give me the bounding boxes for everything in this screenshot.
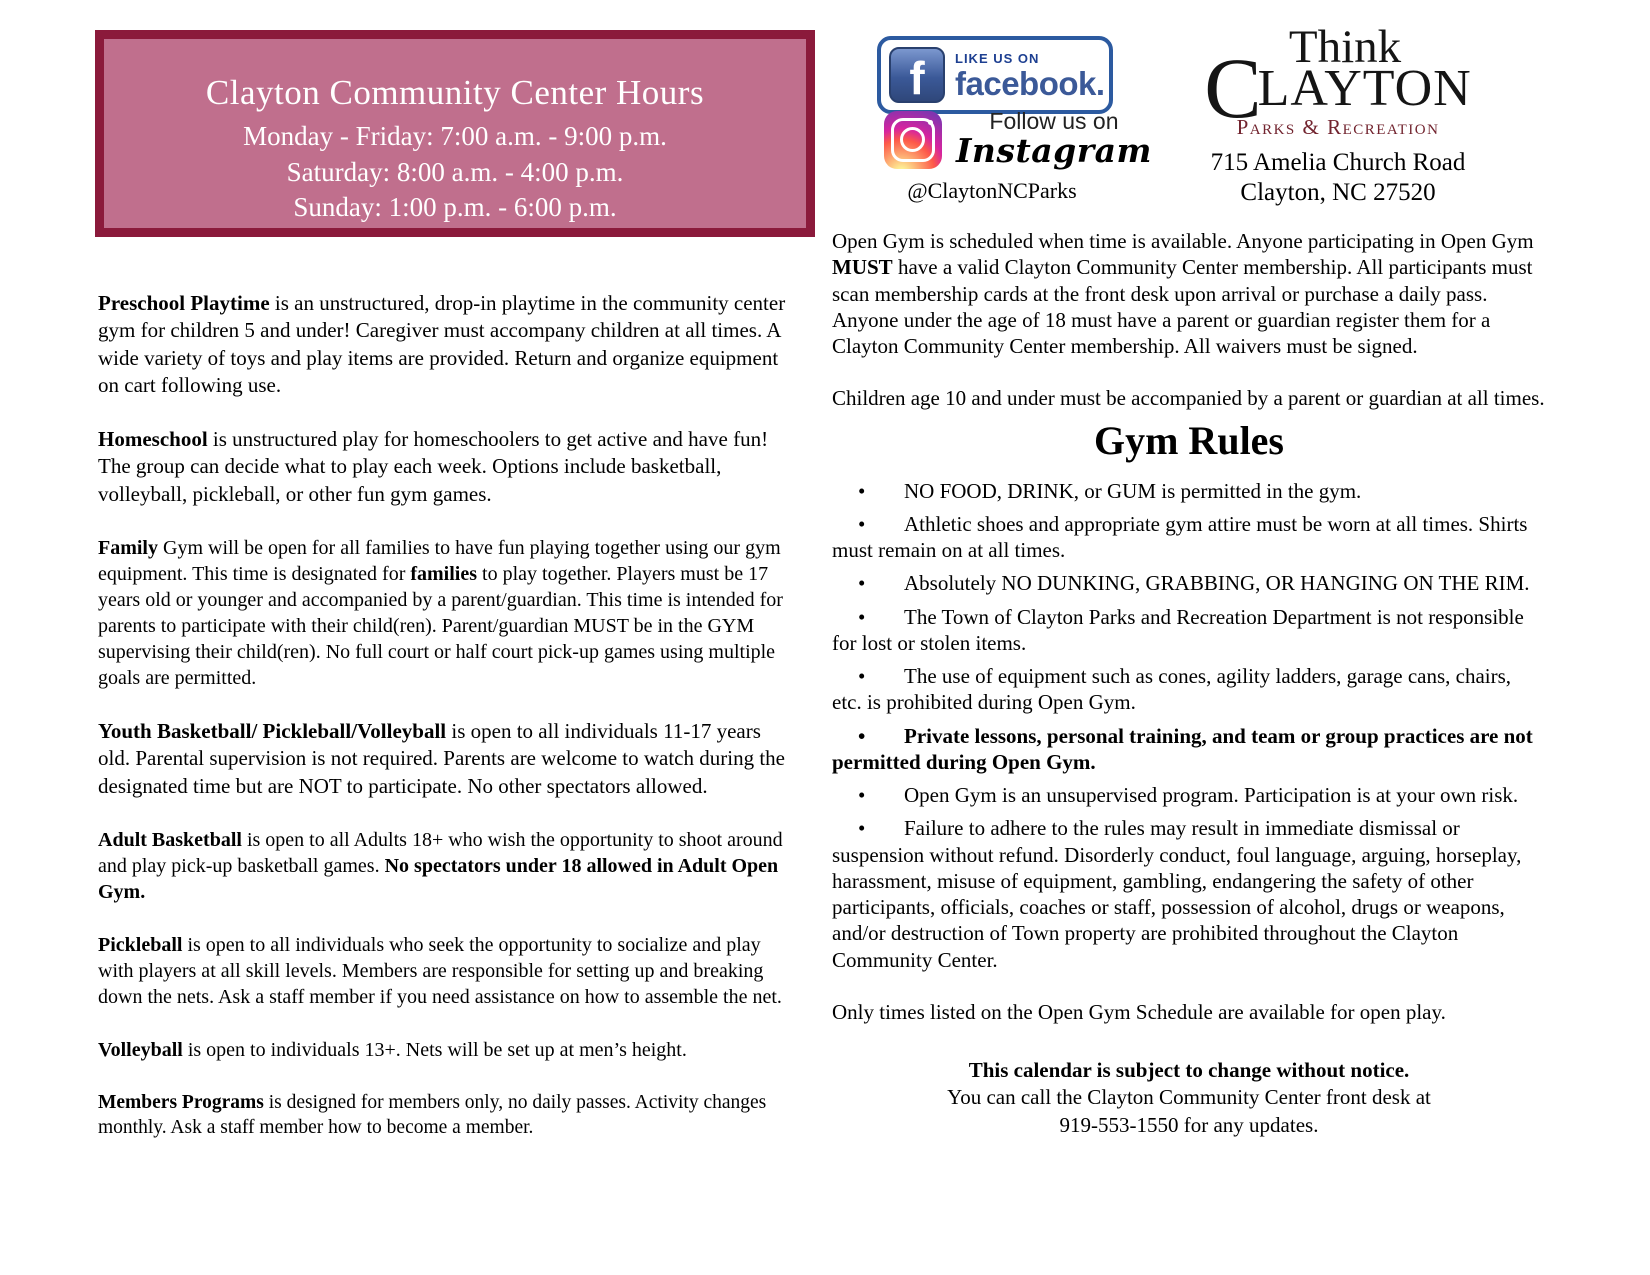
program-body: is open to all Adults 18+ who wish the opportunity to shoot around and play pick-up basketball games. [98,828,783,877]
instagram-icon [884,111,942,169]
programs-column [98,290,795,1168]
bullet-icon: • [858,816,866,841]
think-clayton-logo [1188,21,1488,207]
program-body: is open to all individuals 11-17 years old. Parental supervision is not required. Parents are welcome to watch during the designated time but are NOT to participate. No other spectators allowed. [98,719,785,798]
rule-text: Failure to adhere to the rules may result in immediate dismissal or suspension without refund. Disorderly conduct, foul language, arguing, horseplay, harassment, misuse of equipment, gambling, endangering the safety of other participants, officials, coaches or staff, possession of alcohol, drugs or weapons, and/or destruction of Town property are prohibited throughout the Clayton Community Center. [832,816,1522,972]
address-line-2: Clayton, NC 27520 [1240,178,1436,206]
open-gym-paragraph [832,228,1546,359]
program-pickleball [98,932,795,1010]
gym-rule-item-bold [832,723,1546,776]
facebook-wordmark: facebook. [955,64,1105,102]
program-body: is unstructured play for homeschoolers to get active and have fun! The group can decide what to play each week. Options include basketball, volleyball, pickleball, or other fun gym games. [98,427,769,506]
rule-text: Athletic shoes and appropriate gym attire must be worn at all times. Shirts must remain on at all times. [832,511,1528,562]
program-body: Gym will be open for all families to have fun playing together using our gym equipment. This time is designated for [98,537,781,586]
program-title: Family [98,537,158,560]
gym-rule-item [832,782,1546,808]
program-title: Adult Basketball [98,828,242,851]
rule-text: The Town of Clayton Parks and Recreation Department is not responsible for lost or stolen items. [832,604,1524,655]
logo-clayton-rest: LAYTON [1257,60,1472,117]
program-adult-basketball [98,827,795,905]
gym-rule-item [832,478,1546,504]
rule-text: Absolutely NO DUNKING, GRABBING, OR HANGING ON THE RIM. [904,571,1530,596]
bullet-icon: • [858,478,866,503]
rule-text: The use of equipment such as cones, agility ladders, garage cans, chairs, etc. is prohibited during Open Gym. [832,664,1512,715]
gym-rule-item [832,511,1546,564]
program-body: to play together. Players must be 17 years old or younger and accompanied by a parent/guardian. This time is intended for parents to participate with their child(ren). Parent/guardian MUST be in the GYM supervising their child(ren). No full court or half court pick-up games using multiple goals are permitted. [98,563,783,690]
program-title: Members Programs [98,1091,264,1113]
logo-parks-recreation: Parks & Recreation [1236,115,1440,140]
program-body: is designed for members only, no daily passes. Activity changes monthly. Ask a staff member how to become a member. [98,1091,767,1139]
program-title: Volleyball [98,1038,183,1061]
hours-title: Clayton Community Center Hours [205,73,705,112]
instagram-row [884,110,1152,169]
facebook-text [955,51,1105,100]
program-body: is open to individuals 13+. Nets will be set up at men’s height. [182,1038,687,1061]
program-title: Pickleball [98,933,183,956]
program-homeschool [98,426,795,508]
hours-sunday: Sunday: 1:00 p.m. - 6:00 p.m. [293,192,617,223]
program-family [98,535,795,691]
bullet-icon: • [858,571,866,596]
bullet-icon: • [858,723,866,748]
open-gym-must: MUST [832,255,893,280]
notice-line-3: 919-553-1550 for any updates. [1059,1112,1319,1137]
instagram-camera-lens [900,127,925,152]
instagram-camera-flash-dot [928,120,933,125]
facebook-tagline: LIKE US ON [955,50,1040,66]
notice-line-2: You can call the Clayton Community Center front desk at [947,1085,1431,1110]
gym-rule-item [832,663,1546,716]
bullet-icon: • [858,604,866,629]
children-paragraph: Children age 10 and under must be accompanied by a parent or guardian at all times. [832,386,1545,411]
open-play-note: Only times listed on the Open Gym Schedule are available for open play. [832,999,1446,1024]
gym-rule-item [832,815,1546,973]
bullet-icon: • [858,664,866,688]
facebook-badge [877,36,1113,114]
rule-text: Open Gym is an unsupervised program. Participation is at your own risk. [904,783,1519,807]
instagram-handle: @ClaytonNCParks [907,178,1077,203]
instagram-wordmark: Instagram [956,131,1152,170]
open-gym-text: Open Gym is scheduled when time is available. Anyone participating in Open Gym [832,229,1534,253]
logo-clayton-initial: C [1204,40,1263,136]
program-members [98,1090,795,1141]
open-gym-text: have a valid Clayton Community Center membership. All participants must scan membership cards at the front desk upon arrival or purchase a daily pass. Anyone under the age of 18 must have a parent or guardian register them for a Clayton Community Center membership. All waivers must be signed. [832,255,1533,358]
program-title: Preschool Playtime [98,291,270,315]
program-preschool [98,290,795,399]
gym-rule-item [832,604,1546,657]
program-bold-inline: families [410,563,478,586]
hours-saturday: Saturday: 8:00 a.m. - 4:00 p.m. [286,156,624,187]
program-youth [98,718,795,800]
rules-column [832,228,1546,1139]
rule-text: NO FOOD, DRINK, or GUM is permitted in the gym. [904,478,1362,503]
hours-box [95,30,815,237]
rule-text: Private lessons, personal training, and team or group practices are not permitted during Open Gym. [832,723,1533,774]
bullet-icon: • [858,783,866,807]
notice-bold-line: This calendar is subject to change without notice. [968,1058,1410,1082]
program-body: is an unstructured, drop-in playtime in the community center gym for children 5 and under! Caregiver must accompany children at all times. A wide variety of toys and play items are provided. Return and organize equipment on cart following use. [98,291,786,397]
facebook-icon: f [889,47,945,103]
hours-weekday: Monday - Friday: 7:00 a.m. - 9:00 p.m. [243,121,667,151]
gym-rule-item [832,570,1546,596]
address-line-1: 715 Amelia Church Road [1210,149,1466,177]
program-bold-tail: No spectators under 18 allowed in Adult Open Gym. [98,854,779,903]
program-volleyball [98,1037,795,1063]
bullet-icon: • [858,511,866,536]
program-title: Youth Basketball/ Pickleball/Volleyball [98,719,447,744]
address-block [1188,148,1488,207]
logo-think: Think [1288,21,1402,73]
change-notice [832,1057,1546,1139]
gym-rules-heading: Gym Rules [1094,417,1284,463]
instagram-text [956,110,1152,169]
program-title: Homeschool [98,427,208,452]
program-body: is open to all individuals who seek the opportunity to socialize and play with players at all skill levels. Members are responsible for setting up and breaking down the nets. Ask a staff member if you need assistance on how to assemble the net. [98,933,782,1008]
instagram-tagline: Follow us on [989,108,1119,134]
